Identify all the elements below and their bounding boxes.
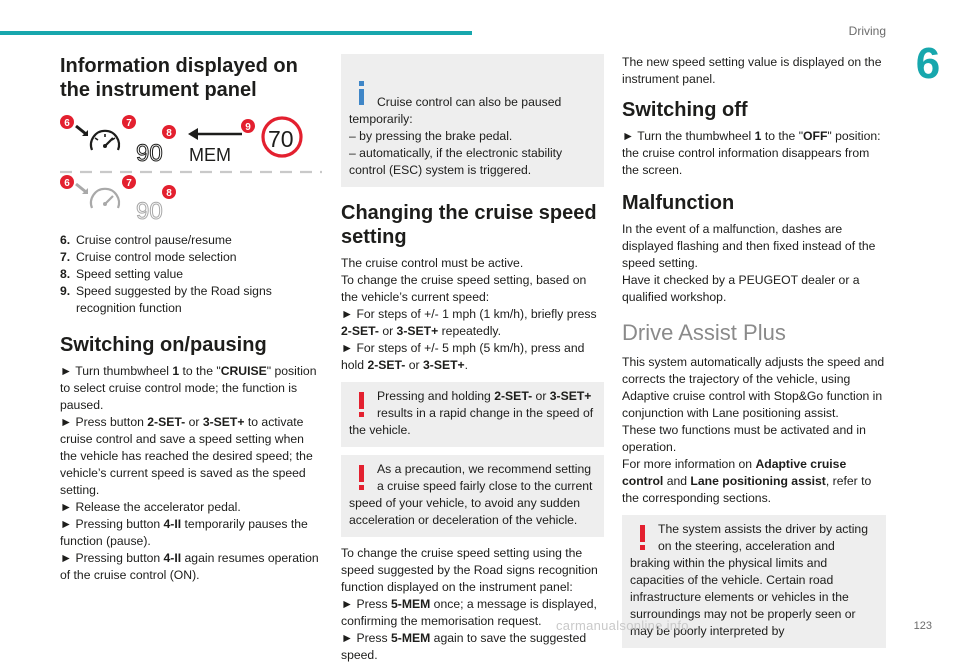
drive-assist-plus-text: This system automatically adjusts the speed and corrects the trajectory of the vehicle, using Adaptive cruise control with Stop&Go function in conjunction with Lane positioning assist. These two functions must be activated and in operation. (622, 355, 885, 454)
warning-note: As a precaution, we recommend setting a cruise speed fairly close to the current speed of your vehicle, to avoid any sudden acceleration or deceleration of the vehicle. (341, 455, 604, 537)
cruise-pause-icon-faded (76, 184, 119, 208)
changing-intro: The cruise control must be active. To change the cruise speed setting, based on the vehicle’s current speed: (341, 256, 587, 304)
legend-item: 9. Speed suggested by the Road signs recognition function (60, 284, 272, 315)
speed-limit-value: 70 (268, 126, 294, 152)
callout-7: 7 (126, 118, 132, 129)
switching-step: ► Press button 2-SET- or 3-SET+ to activate cruise control and save a speed setting when the vehicle has reached the desired speed; the vehicle’s current speed is saved as the speed setting. (60, 415, 313, 497)
arrow-left-icon (188, 128, 242, 140)
cruise-pause-icon (76, 126, 119, 150)
warning-note: Pressing and holding 2-SET- or 3-SET+ results in a rapid change in the speed of the vehicle. (341, 382, 604, 447)
switching-step: ► Pressing button 4-II again resumes operation of the cruise control (ON). (60, 551, 319, 582)
chapter-number: 6 (915, 39, 941, 88)
switching-off-title: Switching off (622, 99, 748, 121)
warning-icon (349, 461, 375, 491)
drive-assist-plus-ref: For more information on Adaptive cruise control and Lane positioning assist, refer to the corresponding sections. (622, 457, 872, 505)
drive-assist-plus-title: Drive Assist Plus (622, 320, 786, 345)
callout-6-bottom: 6 (64, 178, 70, 189)
page-number: 123 (913, 620, 932, 632)
road-signs-step: ► Press 5-MEM once; a message is displayed, confirming the memorisation request. (341, 597, 597, 628)
legend-item: 6. Cruise control pause/resume (60, 233, 232, 247)
warning-note: The system assists the driver by acting on the steering, acceleration and braking within the physical limits and capacities of the vehicle. Certain road infrastructure elements or vehicles in the surroundings may not be properly seen or may be poorly interpreted by (622, 515, 886, 648)
speed-display-note: The new speed setting value is displayed on the instrument panel. (622, 55, 882, 86)
legend-item: 7. Cruise control mode selection (60, 250, 237, 264)
watermark: carmanualsonline.info (556, 618, 689, 633)
info-note: Cruise control can also be paused temporarily: – by pressing the brake pedal. – automatically, if the electronic stability control (ESC) system is triggered. (341, 54, 604, 187)
malfunction-text: In the event of a malfunction, dashes are displayed flashing and then fixed instead of the speed setting. Have it checked by a PEUGEOT dealer or a qualified workshop. (622, 222, 876, 304)
header-accent-bar (0, 31, 472, 35)
info-panel-title: Information displayed on the instrument panel (60, 55, 298, 101)
road-signs-step: ► Press 5-MEM again to save the suggested speed. (341, 631, 587, 662)
callout-6: 6 (64, 118, 70, 129)
speed-setting-value: 90 (136, 140, 163, 167)
road-signs-intro: To change the cruise speed setting using the speed suggested by the Road signs recognition function displayed on the instrument panel: (341, 546, 598, 594)
callout-9: 9 (245, 122, 251, 133)
instrument-panel-figure (60, 112, 322, 224)
changing-step: ► For steps of +/- 1 mph (1 km/h), briefly press 2-SET- or 3-SET+ repeatedly. (341, 307, 597, 338)
switching-step: ► Pressing button 4-II temporarily pauses the function (pause). (60, 517, 308, 548)
callout-7-bottom: 7 (126, 178, 132, 189)
column-1 (60, 54, 322, 584)
legend-list (60, 232, 322, 317)
instrument-panel-diagram (60, 112, 322, 224)
switching-on-title: Switching on/pausing (60, 334, 267, 356)
column-3 (622, 54, 886, 648)
callout-8-bottom: 8 (166, 188, 172, 199)
warning-icon (349, 388, 375, 418)
callout-8: 8 (166, 128, 172, 139)
section-name: Driving (848, 24, 886, 38)
changing-step: ► For steps of +/- 5 mph (5 km/h), press and hold 2-SET- or 3-SET+. (341, 341, 585, 372)
switching-step: ► Release the accelerator pedal. (60, 500, 241, 514)
malfunction-title: Malfunction (622, 192, 735, 214)
info-icon (349, 77, 375, 107)
column-2 (341, 54, 604, 664)
switching-step: ► Turn thumbwheel 1 to the "CRUISE" position to select cruise control mode; the function is paused. (60, 364, 317, 412)
mem-label: MEM (189, 145, 231, 165)
legend-item: 8. Speed setting value (60, 267, 184, 281)
switching-off-step: ► Turn the thumbwheel 1 to the "OFF" position: the cruise control information disappears from the screen. (622, 129, 881, 177)
changing-speed-title: Changing the cruise speed setting (341, 202, 597, 248)
speed-setting-value-faded: 90 (136, 198, 163, 225)
warning-icon (630, 521, 656, 551)
